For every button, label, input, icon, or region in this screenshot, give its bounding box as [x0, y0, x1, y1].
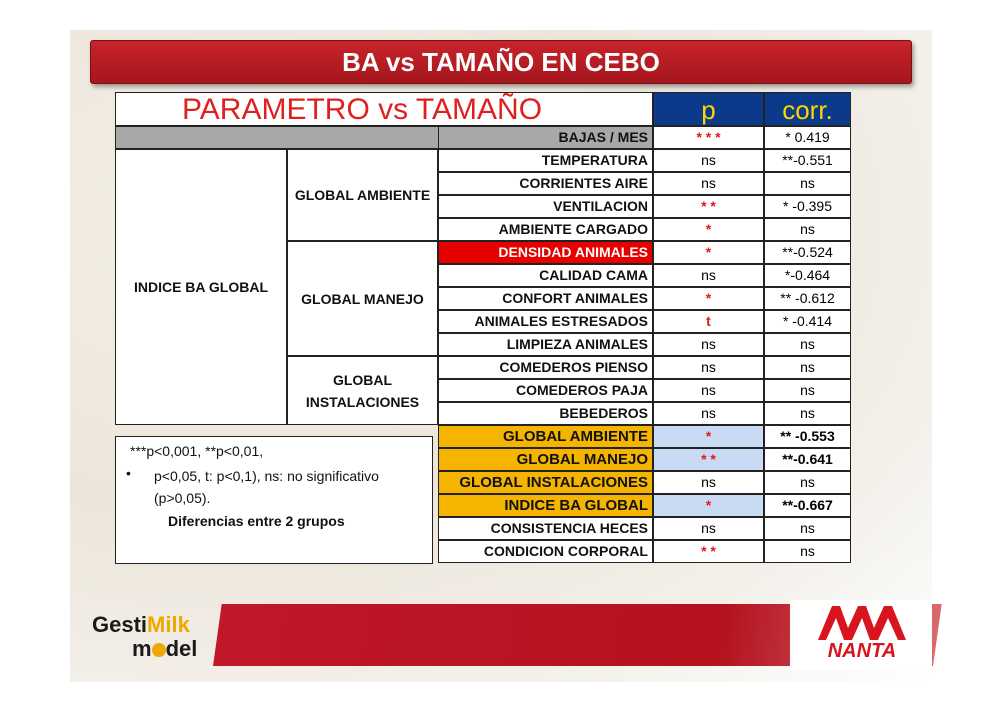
row-p-consistencia-heces: ns [653, 517, 764, 540]
row-p-animales-estresados: t [653, 310, 764, 333]
row-label-densidad-animales: DENSIDAD ANIMALES [438, 241, 653, 264]
group-global-ambiente [287, 149, 438, 241]
group-instalaciones-label-2: INSTALACIONES [305, 393, 420, 410]
row-corr-consistencia-heces: ns [764, 517, 851, 540]
row-p-ambiente-cargado: * [653, 218, 764, 241]
note-bullet: • [126, 465, 131, 481]
gm-del: del [165, 636, 198, 661]
note-line-3: Diferencias entre 2 grupos [168, 513, 345, 529]
row-corr-densidad-animales: **-0.524 [764, 241, 851, 264]
row-p-temperatura: ns [653, 149, 764, 172]
table-header-parametro: PARAMETRO vs TAMAÑO [115, 92, 653, 126]
row-corr-confort-animales: ** -0.612 [764, 287, 851, 310]
row-p-global-ambiente: * [653, 425, 764, 448]
row-label-comederos-pienso: COMEDEROS PIENSO [438, 356, 653, 379]
row-label-global-ambiente: GLOBAL AMBIENTE [438, 425, 653, 448]
gm-gesti: Gesti [92, 612, 148, 637]
group-global-instalaciones [287, 356, 438, 425]
table-header-corr: corr. [764, 92, 851, 126]
row-corr-global-manejo: **-0.641 [764, 448, 851, 471]
row-corr-bebederos: ns [764, 402, 851, 425]
row-p-densidad-animales: * [653, 241, 764, 264]
row-label-global-instalaciones: GLOBAL INSTALACIONES [438, 471, 653, 494]
group-instalaciones-label-1: GLOBAL [332, 371, 393, 388]
row-corr-bajas-mes: * 0.419 [764, 126, 851, 149]
row-corr-corrientes-aire: ns [764, 172, 851, 195]
row-label-comederos-paja: COMEDEROS PAJA [438, 379, 653, 402]
row-p-condicion-corporal: * * [653, 540, 764, 563]
row-p-calidad-cama: ns [653, 264, 764, 287]
row-label-animales-estresados: ANIMALES ESTRESADOS [438, 310, 653, 333]
nanta-logo [814, 604, 910, 664]
group-indice-label: INDICE BA GLOBAL [133, 279, 269, 295]
row-label-consistencia-heces: CONSISTENCIA HECES [438, 517, 653, 540]
group-indice-ba-global [115, 149, 287, 425]
row-p-indice-ba-global: * [653, 494, 764, 517]
row-corr-comederos-paja: ns [764, 379, 851, 402]
row-corr-comederos-pienso: ns [764, 356, 851, 379]
row-corr-calidad-cama: *-0.464 [764, 264, 851, 287]
row-corr-animales-estresados: * -0.414 [764, 310, 851, 333]
row-label-corrientes-aire: CORRIENTES AIRE [438, 172, 653, 195]
nanta-wordmark: NANTA [827, 640, 897, 662]
group-manejo-label: GLOBAL MANEJO [301, 290, 424, 307]
row-p-bajas-mes: * * * [653, 126, 764, 149]
row-p-comederos-paja: ns [653, 379, 764, 402]
row-label-global-manejo: GLOBAL MANEJO [438, 448, 653, 471]
row-p-global-manejo: * * [653, 448, 764, 471]
row-label-temperatura: TEMPERATURA [438, 149, 653, 172]
row-label-condicion-corporal: CONDICION CORPORAL [438, 540, 653, 563]
row-corr-limpieza-animales: ns [764, 333, 851, 356]
row-label-limpieza-animales: LIMPIEZA ANIMALES [438, 333, 653, 356]
nanta-mark-icon [814, 604, 910, 642]
gm-milk: Milk [147, 612, 190, 637]
row-corr-temperatura: **-0.551 [764, 149, 851, 172]
slide-title: BA vs TAMAÑO EN CEBO [90, 40, 912, 84]
row-corr-ambiente-cargado: ns [764, 218, 851, 241]
row-corr-global-instalaciones: ns [764, 471, 851, 494]
row-p-ventilacion: * * [653, 195, 764, 218]
gm-o-icon [152, 643, 166, 657]
group-ambiente-label: GLOBAL AMBIENTE [294, 187, 431, 203]
row-corr-global-ambiente: ** -0.553 [764, 425, 851, 448]
row-p-global-instalaciones: ns [653, 471, 764, 494]
note-line-2: p<0,05, t: p<0,1), ns: no significativo (p>0,05). [154, 468, 379, 506]
group-global-manejo [287, 241, 438, 356]
row-corr-condicion-corporal: ns [764, 540, 851, 563]
row-label-ambiente-cargado: AMBIENTE CARGADO [438, 218, 653, 241]
row-p-corrientes-aire: ns [653, 172, 764, 195]
row-label-confort-animales: CONFORT ANIMALES [438, 287, 653, 310]
table-header-p: p [653, 92, 764, 126]
row-p-comederos-pienso: ns [653, 356, 764, 379]
significance-notes [115, 436, 433, 564]
row-label-calidad-cama: CALIDAD CAMA [438, 264, 653, 287]
row-corr-ventilacion: * -0.395 [764, 195, 851, 218]
note-line-1: ***p<0,001, **p<0,01, [130, 443, 264, 459]
row-p-confort-animales: * [653, 287, 764, 310]
row-corr-indice-ba-global: **-0.667 [764, 494, 851, 517]
row-label-bajas-mes: BAJAS / MES [438, 126, 653, 149]
row-label-bebederos: BEBEDEROS [438, 402, 653, 425]
gestimilk-model-logo [92, 612, 212, 662]
row-label-indice-ba-global: INDICE BA GLOBAL [438, 494, 653, 517]
row-p-bebederos: ns [653, 402, 764, 425]
gm-m: m [132, 636, 152, 661]
row-label-ventilacion: VENTILACION [438, 195, 653, 218]
row-p-limpieza-animales: ns [653, 333, 764, 356]
